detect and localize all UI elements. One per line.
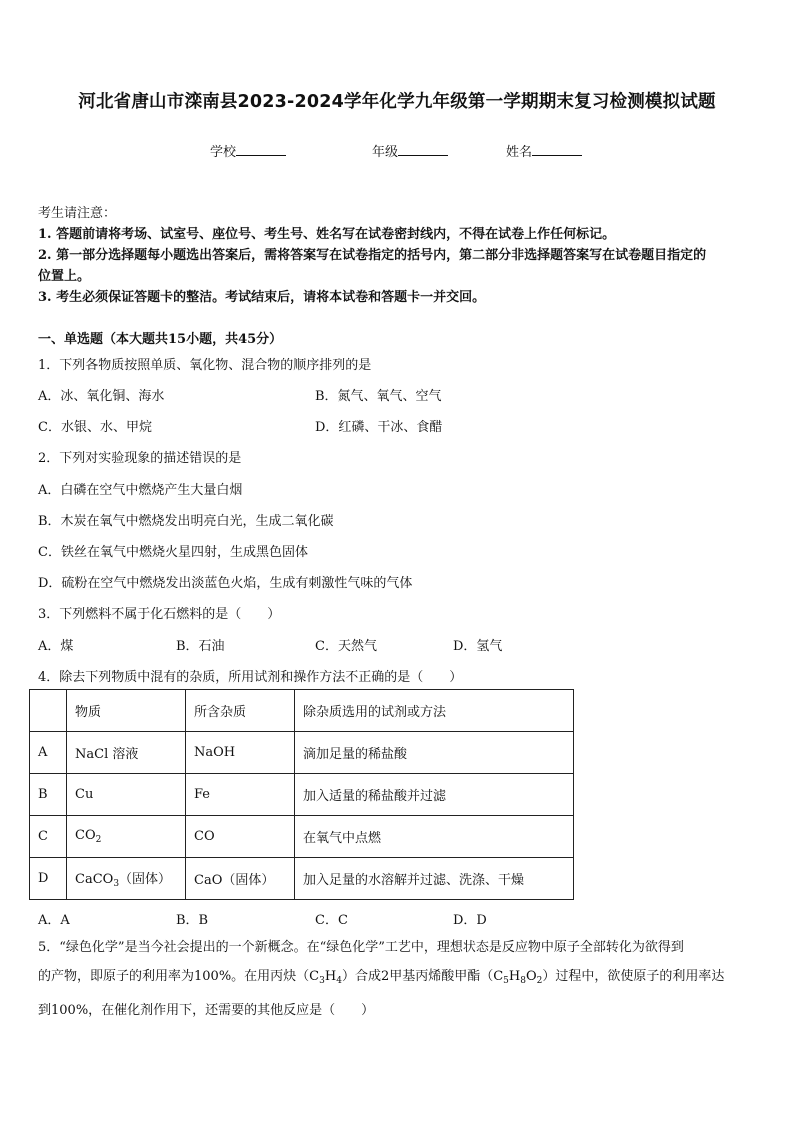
row-impurity: NaOH [186,732,295,774]
q5-line-2 [38,962,758,996]
formula-main: CO [75,828,96,843]
row-method: 滴加足量的稀盐酸 [295,732,574,774]
school-blank[interactable] [236,143,286,156]
row-key: B [30,774,67,816]
q5-stem [38,933,758,1025]
row-impurity: CaO（固体） [186,858,295,900]
row-key: D [30,858,67,900]
subscript: 8 [520,976,526,986]
student-info-fields [0,141,794,161]
section-heading: 一、单选题（本大题共15小题，共45分） [38,332,283,347]
q5-line-1: 5．“绿色化学”是当今社会提出的一个新概念。在“绿色化学”工艺中，理想状态是反应物中原子全部转化为欲得到 [38,940,684,955]
name-field[interactable] [506,141,582,160]
table-header-row [30,690,574,732]
subscript: 2 [536,976,543,986]
q5-text: ）合成2甲基丙烯酸甲酯（C [341,969,504,984]
q3-option-d[interactable]: D．氢气 [453,639,503,654]
table-row [30,858,574,900]
q3-option-b[interactable]: B．石油 [176,639,225,654]
subscript: 5 [503,976,509,986]
header-cell-substance: 物质 [67,690,186,732]
row-substance [67,858,186,900]
row-method: 加入适量的稀盐酸并过滤 [295,774,574,816]
subscript: 3 [319,976,325,986]
q5-text: O [525,969,537,984]
formula-main: CaCO [75,872,114,887]
q2-option-c[interactable]: C．铁丝在氧气中燃烧火星四射，生成黑色固体 [38,545,308,560]
notice-heading: 考生请注意： [38,206,117,221]
row-key: C [30,816,67,858]
row-method: 在氧气中点燃 [295,816,574,858]
q4-option-d[interactable]: D．D [453,913,487,928]
q3-option-a[interactable]: A．煤 [38,639,74,654]
q2-option-d[interactable]: D．硫粉在空气中燃烧发出淡蓝色火焰，生成有刺激性气味的气体 [38,576,413,591]
q2-option-b[interactable]: B．木炭在氧气中燃烧发出明亮白光，生成二氧化碳 [38,514,334,529]
notice-item-1: 1. 答题前请将考场、试室号、座位号、考生号、姓名写在试卷密封线内，不得在试卷上作任何标记。 [38,227,616,242]
q5-text: ）过程中，欲使原子的利用率达 [542,969,725,984]
row-method: 加入足量的水溶解并过滤、洗涤、干燥 [295,858,574,900]
grade-field[interactable] [372,141,448,160]
table-row [30,732,574,774]
q4-option-c[interactable]: C．C [315,913,348,928]
q4-table [29,689,574,900]
subscript: 4 [336,976,342,986]
row-substance [67,816,186,858]
q5-text: H [324,969,337,984]
table-row [30,774,574,816]
q4-option-b[interactable]: B．B [176,913,209,928]
header-cell-key [30,690,67,732]
q3-stem: 3．下列燃料不属于化石燃料的是（ ） [38,607,281,622]
q1-option-a[interactable]: A．冰、氧化铜、海水 [38,389,165,404]
name-label: 姓名 [506,145,533,160]
q1-option-b[interactable]: B．氮气、氧气、空气 [315,389,442,404]
notice-item-2: 2. 第一部分选择题每小题选出答案后，需将答案写在试卷指定的括号内，第二部分非选择题答案写在试卷题目指定的 [38,248,707,263]
formula-tail: （固体） [119,872,172,887]
grade-label: 年级 [372,145,399,160]
q4-stem: 4．除去下列物质中混有的杂质，所用试剂和操作方法不正确的是（ ） [38,670,463,685]
q1-stem: 1．下列各物质按照单质、氧化物、混合物的顺序排列的是 [38,358,372,373]
q1-option-d[interactable]: D．红磷、干冰、食醋 [315,420,443,435]
header-cell-impurity: 所含杂质 [186,690,295,732]
notice-item-3: 3. 考生必须保证答题卡的整洁。考试结束后，请将本试卷和答题卡一并交回。 [38,290,486,305]
q4-option-a[interactable]: A．A [38,913,70,928]
q2-option-a[interactable]: A．白磷在空气中燃烧产生大量白烟 [38,483,243,498]
q2-stem: 2．下列对实验现象的描述错误的是 [38,451,242,466]
q1-option-c[interactable]: C．水银、水、甲烷 [38,420,152,435]
row-substance: NaCl 溶液 [67,732,186,774]
school-field[interactable] [210,141,286,160]
row-key: A [30,732,67,774]
exam-title: 河北省唐山市滦南县2023-2024学年化学九年级第一学期期末复习检测模拟试题 [78,92,716,112]
formula-subscript: 3 [113,879,120,889]
header-cell-method: 除杂质选用的试剂或方法 [295,690,574,732]
q5-line-3: 到100%，在催化剂作用下，还需要的其他反应是（ ） [38,1003,375,1018]
formula-subscript: 2 [95,835,102,845]
grade-blank[interactable] [398,143,448,156]
q5-text: 的产物，即原子的利用率为100%。在用丙炔（C [38,969,320,984]
table-row [30,816,574,858]
school-label: 学校 [210,145,237,160]
q5-text: H [508,969,521,984]
q3-option-c[interactable]: C．天然气 [315,639,377,654]
row-substance: Cu [67,774,186,816]
row-impurity: CO [186,816,295,858]
row-impurity: Fe [186,774,295,816]
name-blank[interactable] [532,143,582,156]
notice-item-2-cont: 位置上。 [38,269,91,284]
